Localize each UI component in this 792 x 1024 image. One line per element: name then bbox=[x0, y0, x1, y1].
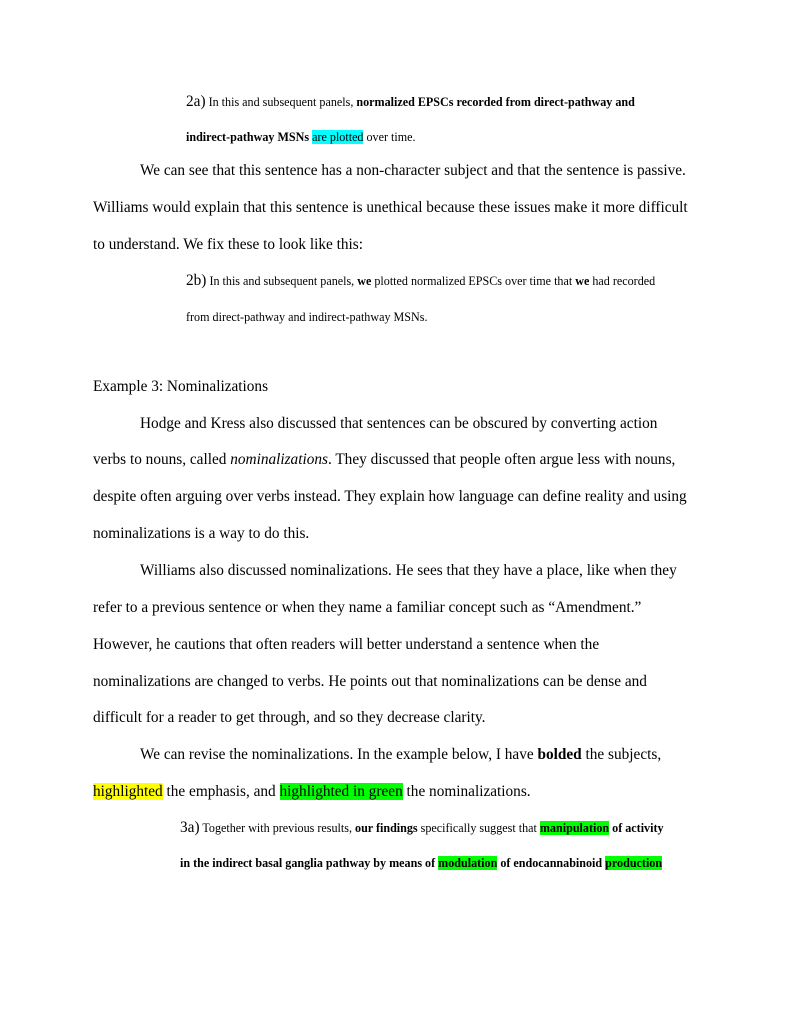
example-2b-line-1: 2b) In this and subsequent panels, we plotted normalized EPSCs over time that we had recorded bbox=[186, 272, 656, 289]
example-2a-line-2: indirect-pathway MSNs are plotted over time. bbox=[186, 130, 416, 144]
paragraph-2-line-3: despite often arguing over verbs instead. They explain how language can define reality and using bbox=[93, 488, 687, 505]
paragraph-4-line-1: We can revise the nominalizations. In the example below, I have bolded the subjects, bbox=[140, 746, 662, 763]
example-3a-line-2: in the indirect basal ganglia pathway by means of modulation of endocannabinoid production bbox=[180, 856, 663, 870]
paragraph-2-line-4: nominalizations is a way to do this. bbox=[93, 525, 310, 542]
highlight-yellow: highlighted bbox=[93, 783, 163, 800]
paragraph-3-line-2: refer to a previous sentence or when they name a familiar concept such as “Amendment.” bbox=[93, 599, 642, 616]
highlight-green: modulation bbox=[438, 856, 498, 870]
paragraph-3-line-1: Williams also discussed nominalizations. He sees that they have a place, like when they bbox=[140, 562, 677, 579]
example-number: 2a) bbox=[186, 93, 206, 110]
highlight-green: manipulation bbox=[539, 821, 610, 835]
paragraph-2-line-1: Hodge and Kress also discussed that sentences can be obscured by converting action bbox=[140, 415, 658, 432]
example-2b-line-2: from direct-pathway and indirect-pathway MSNs. bbox=[186, 310, 428, 324]
section-heading: Example 3: Nominalizations bbox=[93, 378, 269, 395]
paragraph-1-line-3: to understand. We fix these to look like this: bbox=[93, 236, 363, 253]
paragraph-1-line-1: We can see that this sentence has a non-character subject and that the sentence is passive. bbox=[140, 162, 686, 179]
example-number: 2b) bbox=[186, 272, 207, 289]
paragraph-3-line-3: However, he cautions that often readers will better understand a sentence when the bbox=[93, 636, 600, 653]
paragraph-4-line-2: highlighted the emphasis, and highlighted in green the nominalizations. bbox=[93, 783, 531, 800]
example-2a-line-1: 2a) In this and subsequent panels, normalized EPSCs recorded from direct-pathway and bbox=[186, 93, 635, 110]
highlight-green: highlighted in green bbox=[279, 783, 403, 800]
paragraph-3-line-4: nominalizations are changed to verbs. He points out that nominalizations can be dense and bbox=[93, 673, 647, 690]
paragraph-1-line-2: Williams would explain that this sentence is unethical because these issues make it more difficult bbox=[93, 199, 688, 216]
paragraph-3-line-5: difficult for a reader to get through, and so they decrease clarity. bbox=[93, 709, 486, 726]
example-number: 3a) bbox=[180, 819, 200, 836]
highlight-green: production bbox=[605, 856, 663, 870]
highlight-cyan: are plotted bbox=[312, 130, 364, 144]
paragraph-2-line-2: verbs to nouns, called nominalizations. They discussed that people often argue less with nouns, bbox=[93, 451, 676, 468]
example-3a-line-1: 3a) Together with previous results, our findings specifically suggest that manipulation of activity bbox=[180, 819, 664, 836]
